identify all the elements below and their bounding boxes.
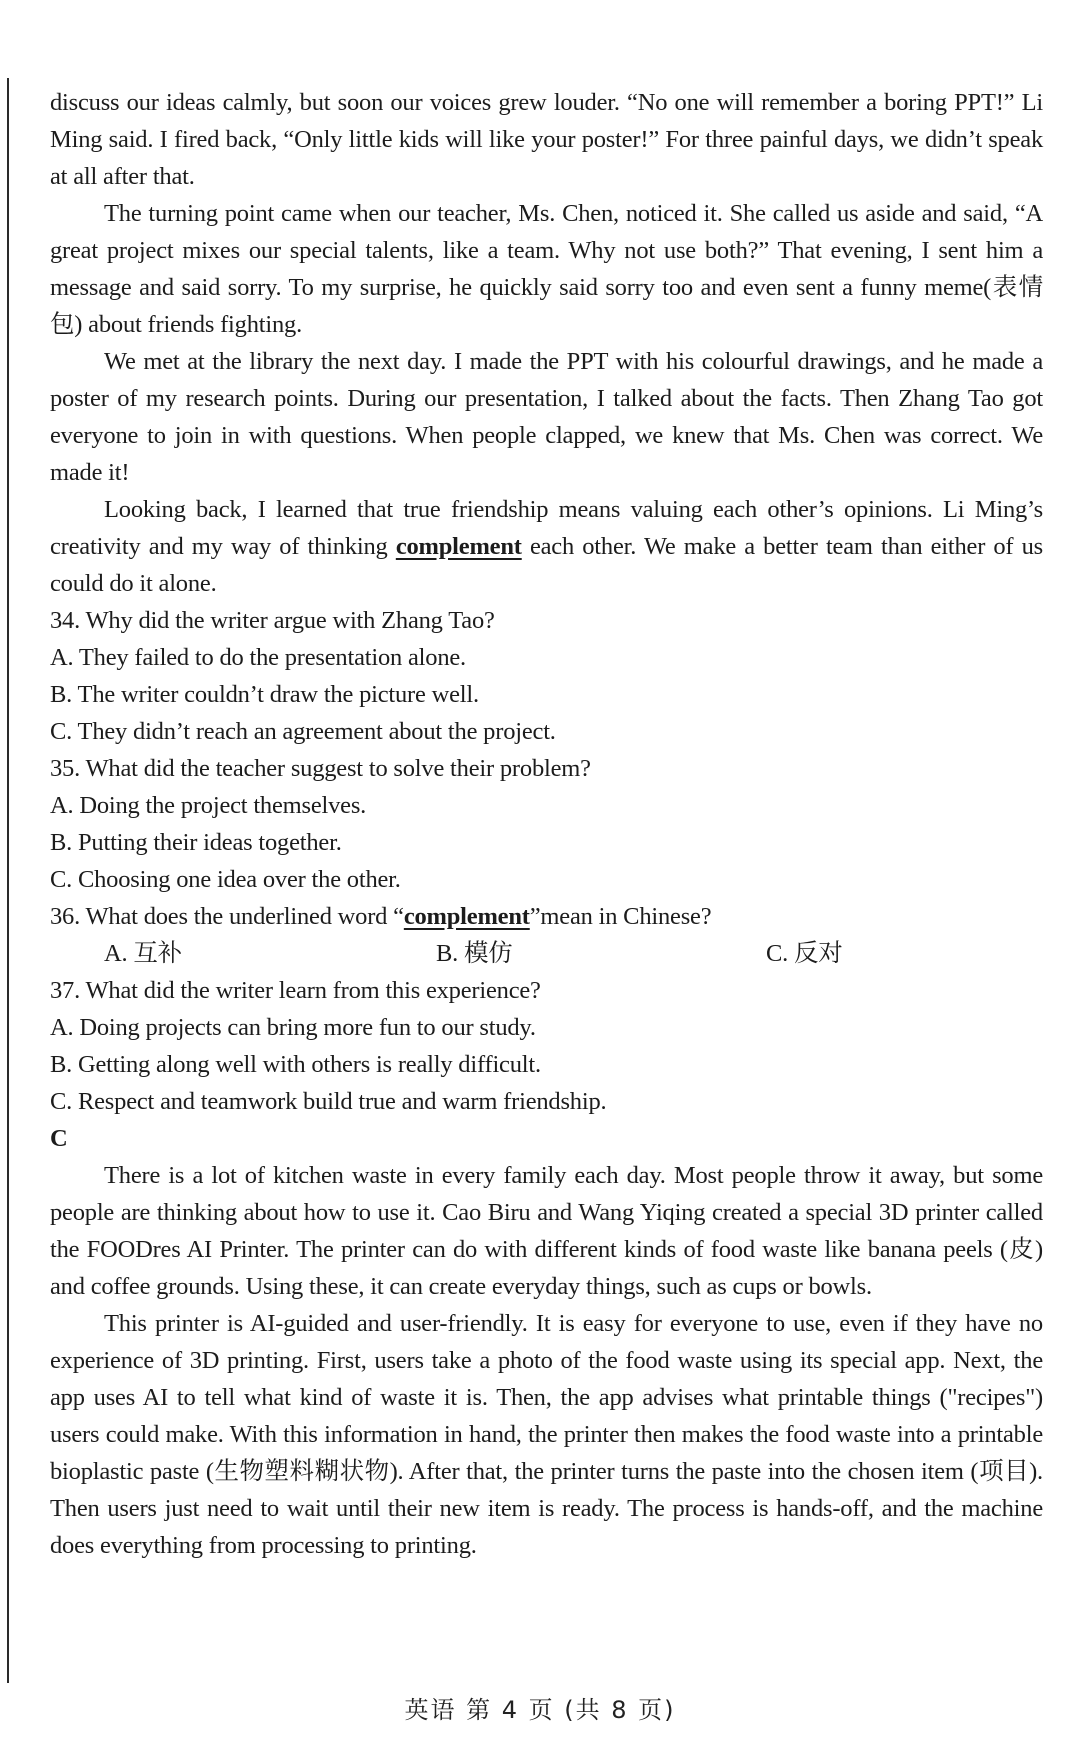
question-36-option-b: B. 模仿 <box>436 940 513 967</box>
question-36-option-c: C. 反对 <box>766 940 843 967</box>
passage-b-paragraph-2: The turning point came when our teacher, Ms. Chen, noticed it. She called us aside and said, “A great project mixes our special talents, like a team. Why not use both?” That evening, I sent him a message and said sorry. To my surprise, he quickly said sorry too and even sent a funny meme(表情包) about friends fighting. <box>50 200 1043 338</box>
question-34-option-a: A. They failed to do the presentation alone. <box>50 644 466 671</box>
question-34-option-c: C. They didn’t reach an agreement about the project. <box>50 718 556 745</box>
question-34-option-b: B. The writer couldn’t draw the picture well. <box>50 681 479 708</box>
question-34-stem: 34. Why did the writer argue with Zhang Tao? <box>50 607 495 634</box>
exam-page <box>50 84 1043 1564</box>
page-footer: 英语 第 4 页 (共 8 页) <box>404 1696 676 1724</box>
question-36-stem-after: ”mean in Chinese? <box>529 903 712 930</box>
question-37-option-b: B. Getting along well with others is really difficult. <box>50 1051 541 1078</box>
section-c-heading: C <box>50 1125 68 1152</box>
question-37-option-a: A. Doing projects can bring more fun to our study. <box>50 1014 536 1041</box>
question-37-stem: 37. What did the writer learn from this experience? <box>50 977 541 1004</box>
passage-c-paragraph-1: There is a lot of kitchen waste in every family each day. Most people throw it away, but some people are thinking about how to use it. Cao Biru and Wang Yiqing created a special 3D printer called the FOODres AI Printer. The printer can do with different kinds of food waste like banana peels (皮) and coffee grounds. Using these, it can create everyday things, such as cups or bowls. <box>50 1162 1043 1300</box>
question-35-stem: 35. What did the teacher suggest to solve their problem? <box>50 755 591 782</box>
question-35-option-c: C. Choosing one idea over the other. <box>50 866 401 893</box>
question-36-underlined-word: complement <box>403 903 530 930</box>
question-36-stem <box>50 898 1043 935</box>
passage-b-paragraph-1: discuss our ideas calmly, but soon our voices grew louder. “No one will remember a boring PPT!” Li Ming said. I fired back, “Only little kids will like your poster!” For three painful days, we didn’t speak at all after that. <box>50 89 1043 190</box>
passage-b-paragraph-4 <box>50 491 1043 602</box>
passage-b-paragraph-3: We met at the library the next day. I made the PPT with his colourful drawings, and he made a poster of my research points. During our presentation, I talked about the facts. Then Zhang Tao got everyone to join in with questions. When people clapped, we knew that Ms. Chen was correct. We made it! <box>50 348 1043 486</box>
question-37-option-c: C. Respect and teamwork build true and warm friendship. <box>50 1088 607 1115</box>
question-36-stem-before: 36. What does the underlined word “ <box>50 903 404 930</box>
question-35-option-a: A. Doing the project themselves. <box>50 792 367 819</box>
question-36-option-a: A. 互补 <box>104 940 182 967</box>
margin-rule <box>7 78 9 1683</box>
question-35-option-b: B. Putting their ideas together. <box>50 829 342 856</box>
question-36-options <box>104 935 1043 972</box>
passage-c-paragraph-2: This printer is AI-guided and user-friendly. It is easy for everyone to use, even if they have no experience of 3D printing. First, users take a photo of the food waste using its special app. Next, the app uses AI to tell what kind of waste it is. Then, the app advises what printable things ("recipes") users could make. With this information in hand, the printer then makes the food waste into a printable bioplastic paste (生物塑料糊状物). After that, the printer turns the paste into the chosen item (项目). Then users just need to wait until their new item is ready. The process is hands-off, and the machine does everything from processing to printing. <box>50 1310 1043 1559</box>
paragraph-4-text-after: each other. We make a better team than either of us could do it alone. <box>50 533 1043 597</box>
underlined-word-complement: complement <box>395 533 522 560</box>
paragraph-4-text-before: Looking back, I learned that true friendship means valuing each other’s opinions. Li Ming’s creativity and my way of thinking <box>50 496 1043 560</box>
